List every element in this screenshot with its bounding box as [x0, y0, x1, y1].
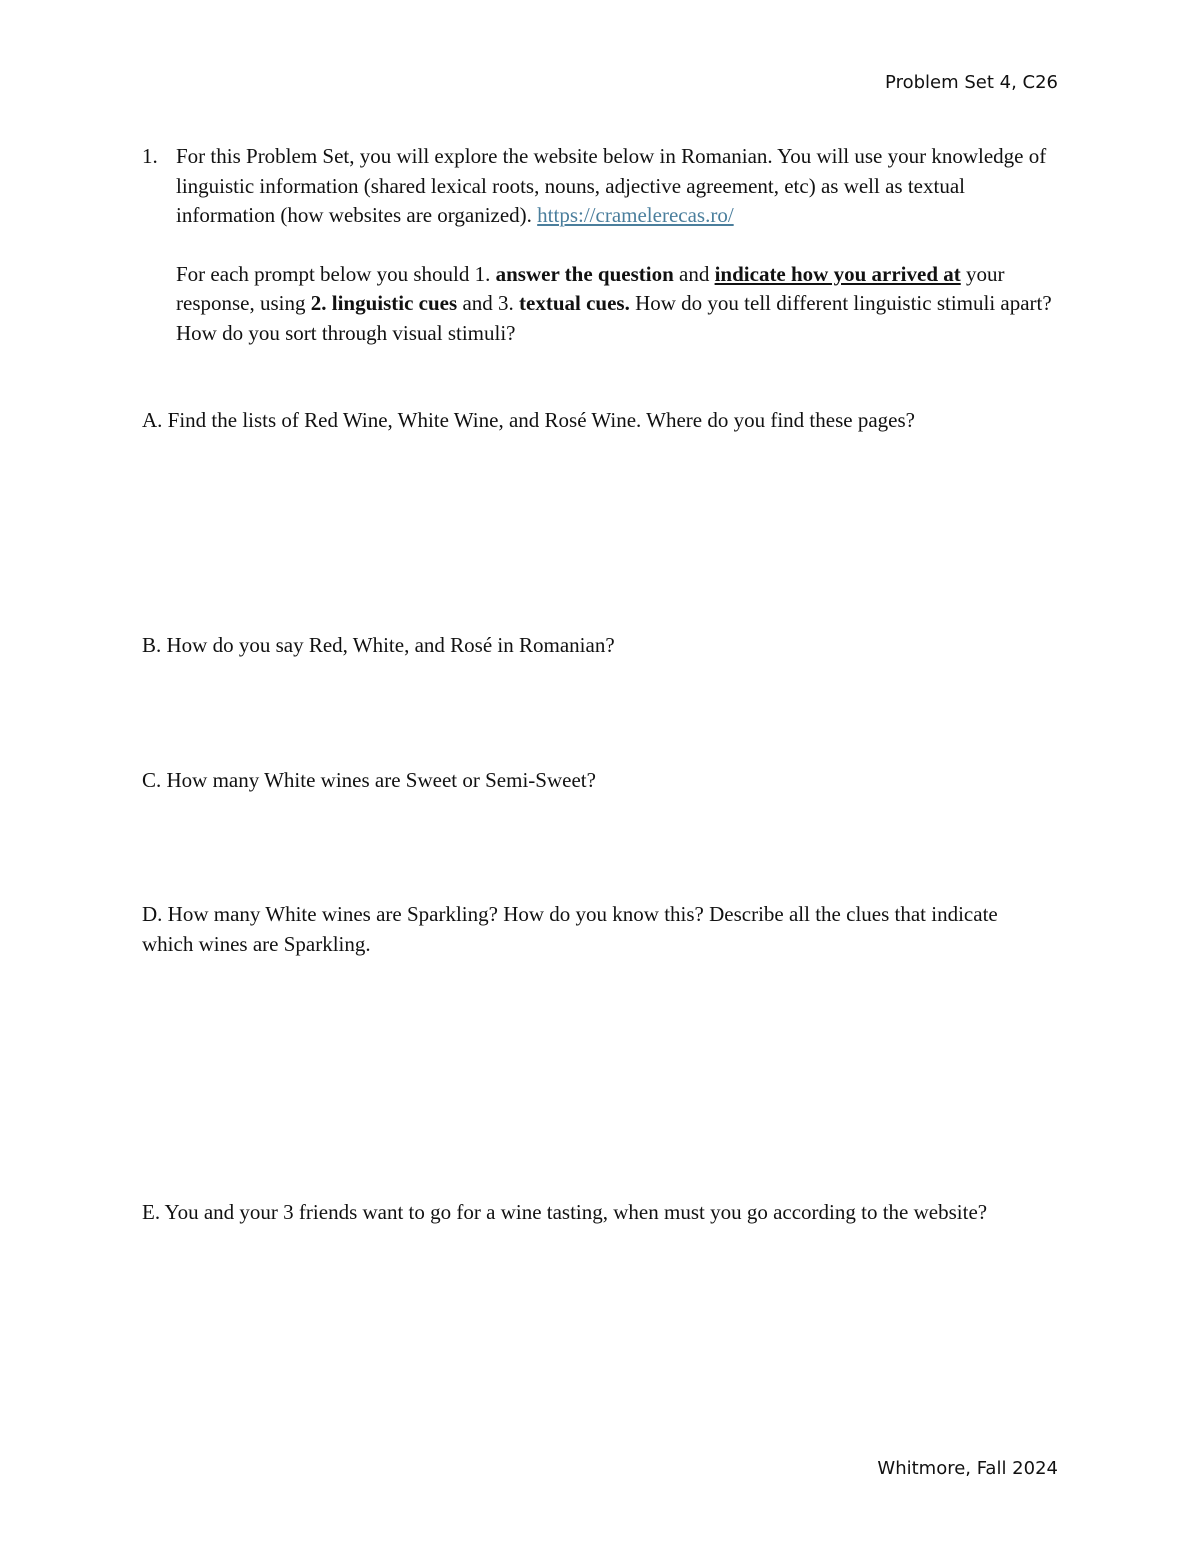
question-e: E. You and your 3 friends want to go for a wine tasting, when must you go according to the website? [142, 1200, 988, 1224]
instruction-item-1 [142, 142, 1060, 348]
question-d: D. How many White wines are Sparkling? How do you know this? Describe all the clues that indicate which wines are Sparkling. [142, 902, 998, 956]
instruction-body [176, 142, 1060, 348]
p2-text-c: and [679, 261, 710, 286]
item-number: 1. [142, 144, 158, 168]
p2-text-e: your response, using [176, 261, 1005, 315]
instruction-paragraph-2 [176, 260, 1060, 349]
p2-bold-textual-cues: textual cues. [519, 291, 630, 315]
p2-text-i: How do you tell different linguistic stimuli apart? How do you sort through visual stimuli? [176, 291, 1052, 345]
question-a: A. Find the lists of Red Wine, White Wine, and Rosé Wine. Where do you find these pages? [142, 408, 915, 432]
page-header: Problem Set 4, C26 [885, 72, 1058, 93]
p2-bold-underline-indicate: indicate how you arrived at [714, 261, 961, 286]
page-footer: Whitmore, Fall 2024 [877, 1458, 1058, 1479]
p2-text-g: and 3. [462, 291, 514, 315]
website-link[interactable]: https://cramelerecas.ro/ [537, 203, 734, 227]
intro-text: For this Problem Set, you will explore the website below in Romanian. You will use your knowledge of linguistic information (shared lexical roots, nouns, adjective agreement, etc) as well as textual information (how websites are organized). [176, 144, 1047, 227]
p2-bold-linguistic-cues: 2. linguistic cues [310, 291, 458, 315]
p2-text-a: For each prompt below you should 1. [176, 261, 491, 286]
p2-bold-answer: answer the question [495, 261, 674, 286]
instruction-paragraph-1 [176, 142, 1060, 231]
question-c: C. How many White wines are Sweet or Semi-Sweet? [142, 768, 596, 792]
question-b: B. How do you say Red, White, and Rosé in Romanian? [142, 633, 615, 657]
